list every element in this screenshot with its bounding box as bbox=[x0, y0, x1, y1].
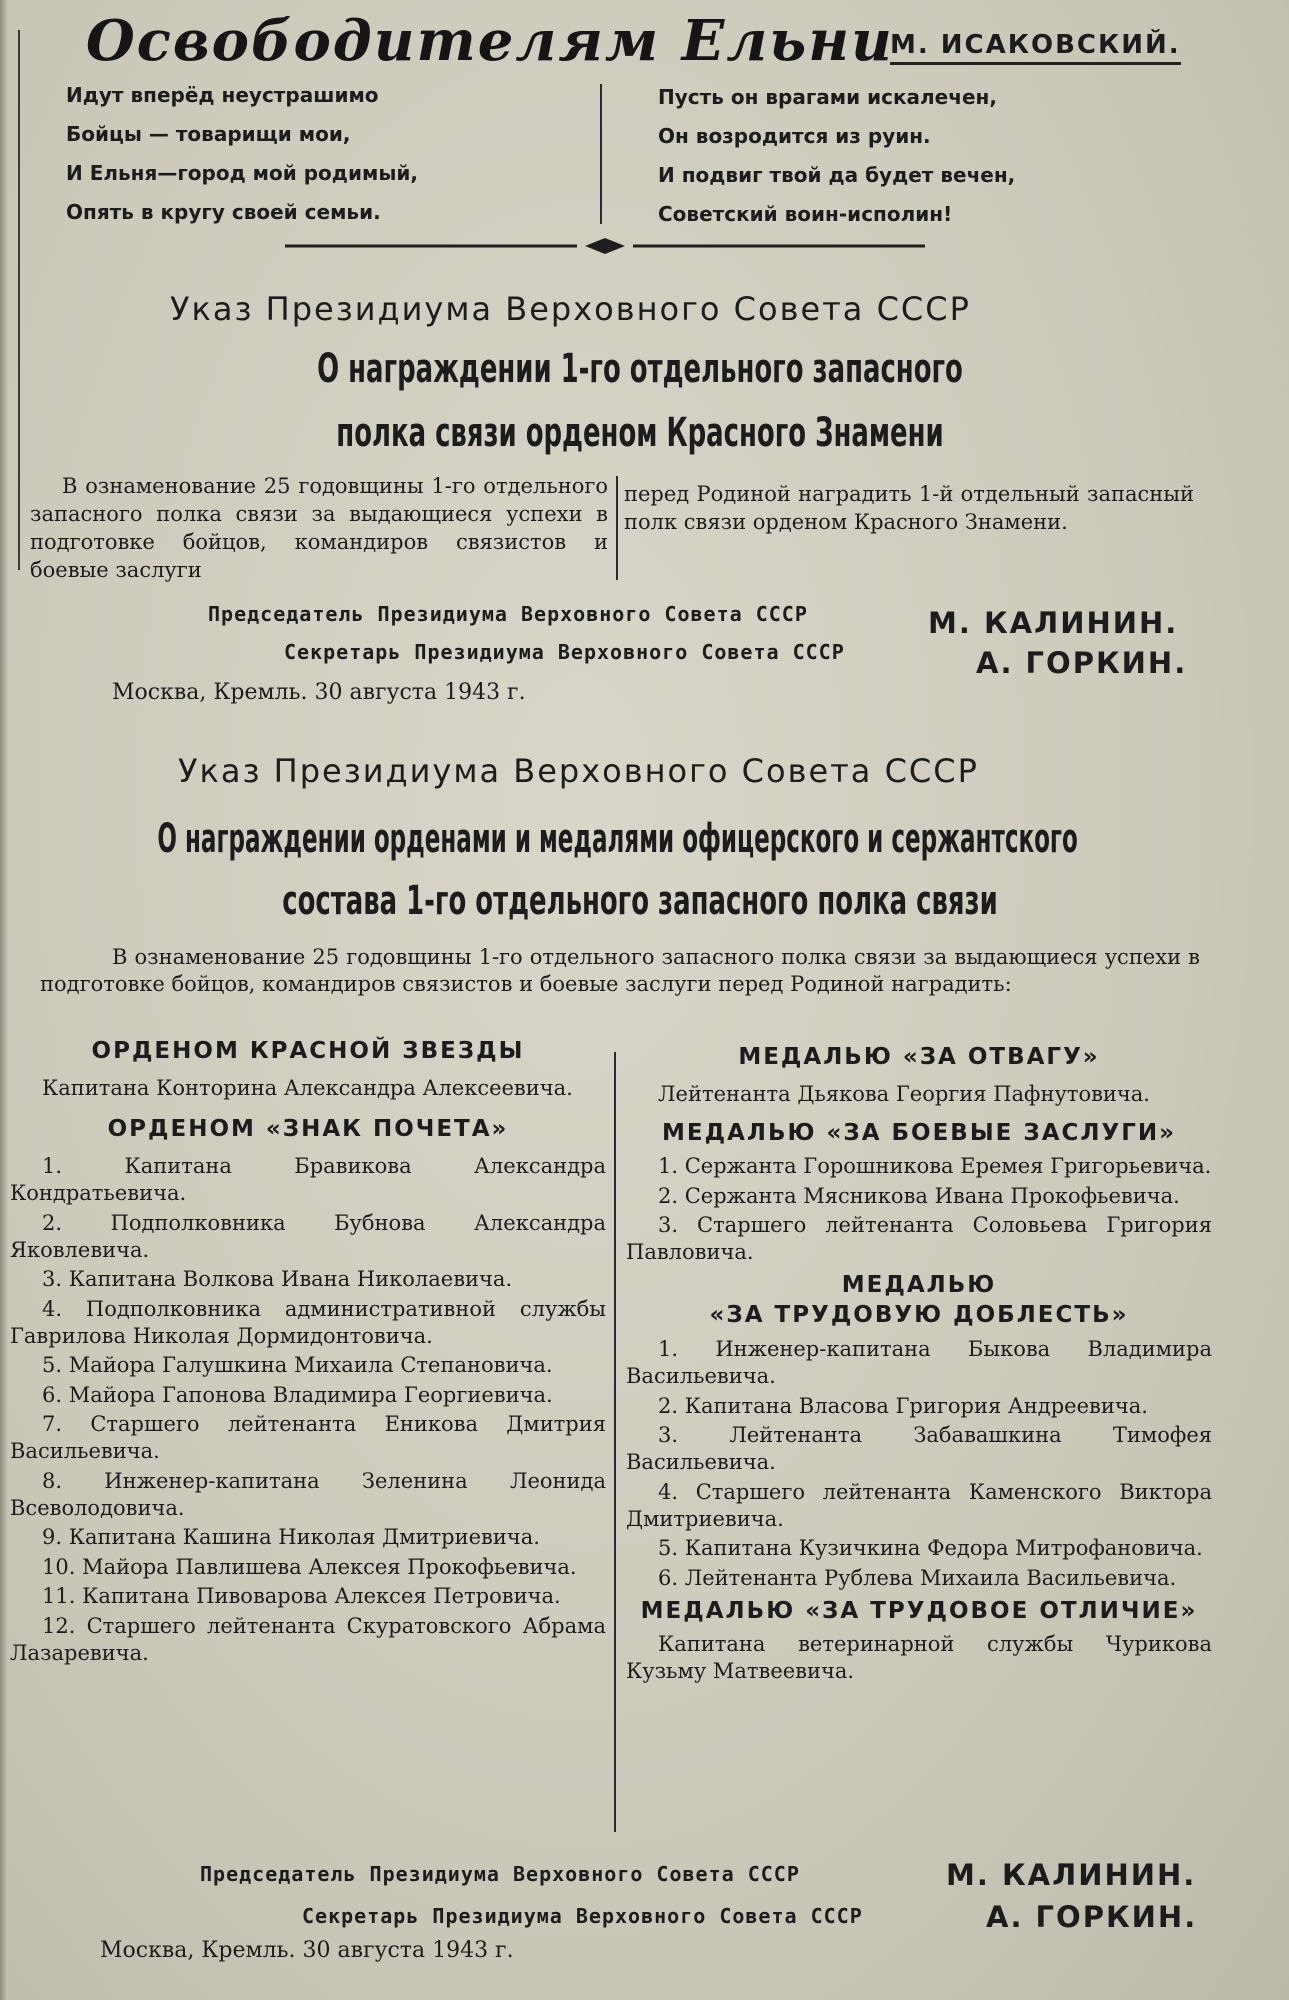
decree2-left-column bbox=[10, 1038, 606, 1669]
poem-line: И Ельня—город мой родимый, bbox=[66, 161, 419, 185]
poem-stanza-right bbox=[658, 78, 1015, 234]
poem-line: И подвиг твой да будет вечен, bbox=[658, 163, 1016, 187]
award-item: 6. Майора Гапонова Владимира Георгиевича. bbox=[42, 1382, 553, 1407]
poem-line: Бойцы — товарищи мои, bbox=[66, 122, 351, 146]
decree2-place-date: Москва, Кремль. 30 августа 1943 г. bbox=[100, 1938, 514, 1963]
award-item: 7. Старшего лейтенанта Еникова Дмитрия Васильевича. bbox=[10, 1412, 606, 1463]
award-heading-for-courage: МЕДАЛЬЮ «ЗА ОТВАГУ» bbox=[738, 1044, 1100, 1070]
decree1-divider bbox=[616, 476, 618, 580]
award-item: 1. Капитана Бравикова Александра Кондратьевича. bbox=[10, 1154, 606, 1205]
decree1-secretary-name: А. ГОРКИН. bbox=[976, 646, 1188, 680]
decree1-text-right: перед Родиной наградить 1-й отдельный запасный полк связи орденом Красного Знамени. bbox=[624, 482, 1194, 534]
decree1-title-line1: О награждении 1-го отдельного запасного bbox=[317, 346, 963, 392]
award-item: 4. Подполковника административной службы Гаврилова Николая Дормидонтовича. bbox=[10, 1296, 606, 1348]
award-item: 3. Старшего лейтенанта Соловьева Григория Павловича. bbox=[626, 1213, 1212, 1264]
award-item: 3. Капитана Волкова Ивана Николаевича. bbox=[42, 1267, 513, 1291]
decree2-intro: В ознаменование 25 годовщины 1-го отдельного запасного полка связи за выдающиеся успехи в подготовке бойцов, командиров связистов и боевые заслуги перед Родиной наградить: bbox=[40, 945, 1200, 996]
decree1-text-left: В ознаменование 25 годовщины 1-го отдельного запасного полка связи за выдающиеся успехи в подготовке бойцов, командиров связистов и боевые заслуги bbox=[30, 474, 608, 582]
award-item: 5. Майора Галушкина Михаила Степановича. bbox=[42, 1353, 553, 1377]
award-item: 11. Капитана Пивоварова Алексея Петровича. bbox=[42, 1584, 561, 1608]
decree1-chairman-name: М. КАЛИНИН. bbox=[928, 606, 1179, 640]
award-item: Капитана Конторина Александра Алексеевича. bbox=[42, 1076, 573, 1100]
award-item: 4. Старшего лейтенанта Каменского Виктора Дмитриевича. bbox=[626, 1479, 1212, 1531]
poem-line: Пусть он врагами искалечен, bbox=[658, 85, 997, 109]
decree1-secretary-label: Секретарь Президиума Верховного Совета СССР bbox=[284, 640, 845, 664]
decree1-chairman-label: Председатель Президиума Верховного Совета СССР bbox=[208, 602, 808, 626]
decree2-title-line2: состава 1-го отдельного запасного полка связи bbox=[282, 878, 998, 924]
decree2-column-divider bbox=[614, 1052, 616, 1832]
award-item: 2. Подполковника Бубнова Александра Яковлевича. bbox=[10, 1210, 606, 1262]
decree1-place-date: Москва, Кремль. 30 августа 1943 г. bbox=[112, 680, 526, 705]
award-item: 6. Лейтенанта Рублева Михаила Васильевича. bbox=[658, 1565, 1177, 1590]
award-heading-red-star: ОРДЕНОМ КРАСНОЙ ЗВЕЗДЫ bbox=[91, 1038, 525, 1064]
award-item: 12. Старшего лейтенанта Скуратовского Абрама Лазаревича. bbox=[10, 1613, 606, 1665]
award-heading-badge-of-honour: ОРДЕНОМ «ЗНАК ПОЧЕТА» bbox=[107, 1116, 509, 1142]
decree2-chairman-name: М. КАЛИНИН. bbox=[946, 1858, 1197, 1892]
award-item: 8. Инженер-капитана Зеленина Леонида Всеволодовича. bbox=[10, 1468, 606, 1520]
poem-line: Идут вперёд неустрашимо bbox=[66, 83, 379, 107]
award-item: 3. Лейтенанта Забавашкина Тимофея Васильевича. bbox=[626, 1423, 1212, 1474]
poem-title: Освободителям Ельни bbox=[86, 8, 894, 74]
award-heading-combat-merit: МЕДАЛЬЮ «ЗА БОЕВЫЕ ЗАСЛУГИ» bbox=[661, 1120, 1177, 1146]
award-heading-labour-valour-1: МЕДАЛЬЮ bbox=[841, 1272, 997, 1298]
poem-author: М. ИСАКОВСКИЙ. bbox=[890, 30, 1181, 65]
award-item: 1. Сержанта Горошникова Еремея Григорьевича. bbox=[658, 1154, 1212, 1178]
poem-stanza-left bbox=[66, 76, 418, 232]
decree2-chairman-label: Председатель Президиума Верховного Совета СССР bbox=[200, 1862, 800, 1886]
decree1-title-line2: полка связи орденом Красного Знамени bbox=[336, 410, 944, 456]
award-heading-labour-distinction: МЕДАЛЬЮ «ЗА ТРУДОВОЕ ОТЛИЧИЕ» bbox=[640, 1597, 1198, 1624]
award-item: 2. Капитана Власова Григория Андреевича. bbox=[658, 1393, 1148, 1418]
decree1-heading: Указ Президиума Верховного Совета СССР bbox=[170, 290, 971, 328]
award-item: Лейтенанта Дьякова Георгия Пафнутовича. bbox=[658, 1082, 1150, 1106]
award-item: 2. Сержанта Мясникова Ивана Прокофьевича. bbox=[658, 1183, 1180, 1208]
decree2-heading: Указ Президиума Верховного Совета СССР bbox=[178, 752, 979, 790]
decree2-secretary-name: А. ГОРКИН. bbox=[986, 1900, 1198, 1934]
award-heading-labour-valour-2: «ЗА ТРУДОВУЮ ДОБЛЕСТЬ» bbox=[709, 1302, 1129, 1328]
ornament-divider bbox=[285, 236, 925, 256]
award-item: 5. Капитана Кузичкина Федора Митрофановича. bbox=[658, 1536, 1203, 1560]
decree2-right-column bbox=[626, 1044, 1212, 1687]
award-item: 9. Капитана Кашина Николая Дмитриевича. bbox=[42, 1525, 540, 1549]
award-item: 1. Инженер-капитана Быкова Владимира Васильевича. bbox=[626, 1337, 1212, 1388]
poem-line: Советский воин-исполин! bbox=[658, 202, 953, 226]
decree2-title-line1: О награждении орденами и медалями офицерского и сержантского bbox=[157, 816, 1078, 862]
poem-line: Он возродится из руин. bbox=[658, 124, 931, 148]
decree2-secretary-label: Секретарь Президиума Верховного Совета СССР bbox=[302, 1904, 863, 1928]
page-edge bbox=[0, 0, 8, 2000]
poem-line: Опять в кругу своей семьи. bbox=[66, 200, 381, 224]
column-rule-left bbox=[18, 30, 20, 570]
award-item: 10. Майора Павлишева Алексея Прокофьевича. bbox=[42, 1554, 577, 1579]
poem-divider bbox=[600, 84, 602, 224]
award-item: Капитана ветеринарной службы Чурикова Кузьму Матвеевича. bbox=[626, 1631, 1212, 1683]
